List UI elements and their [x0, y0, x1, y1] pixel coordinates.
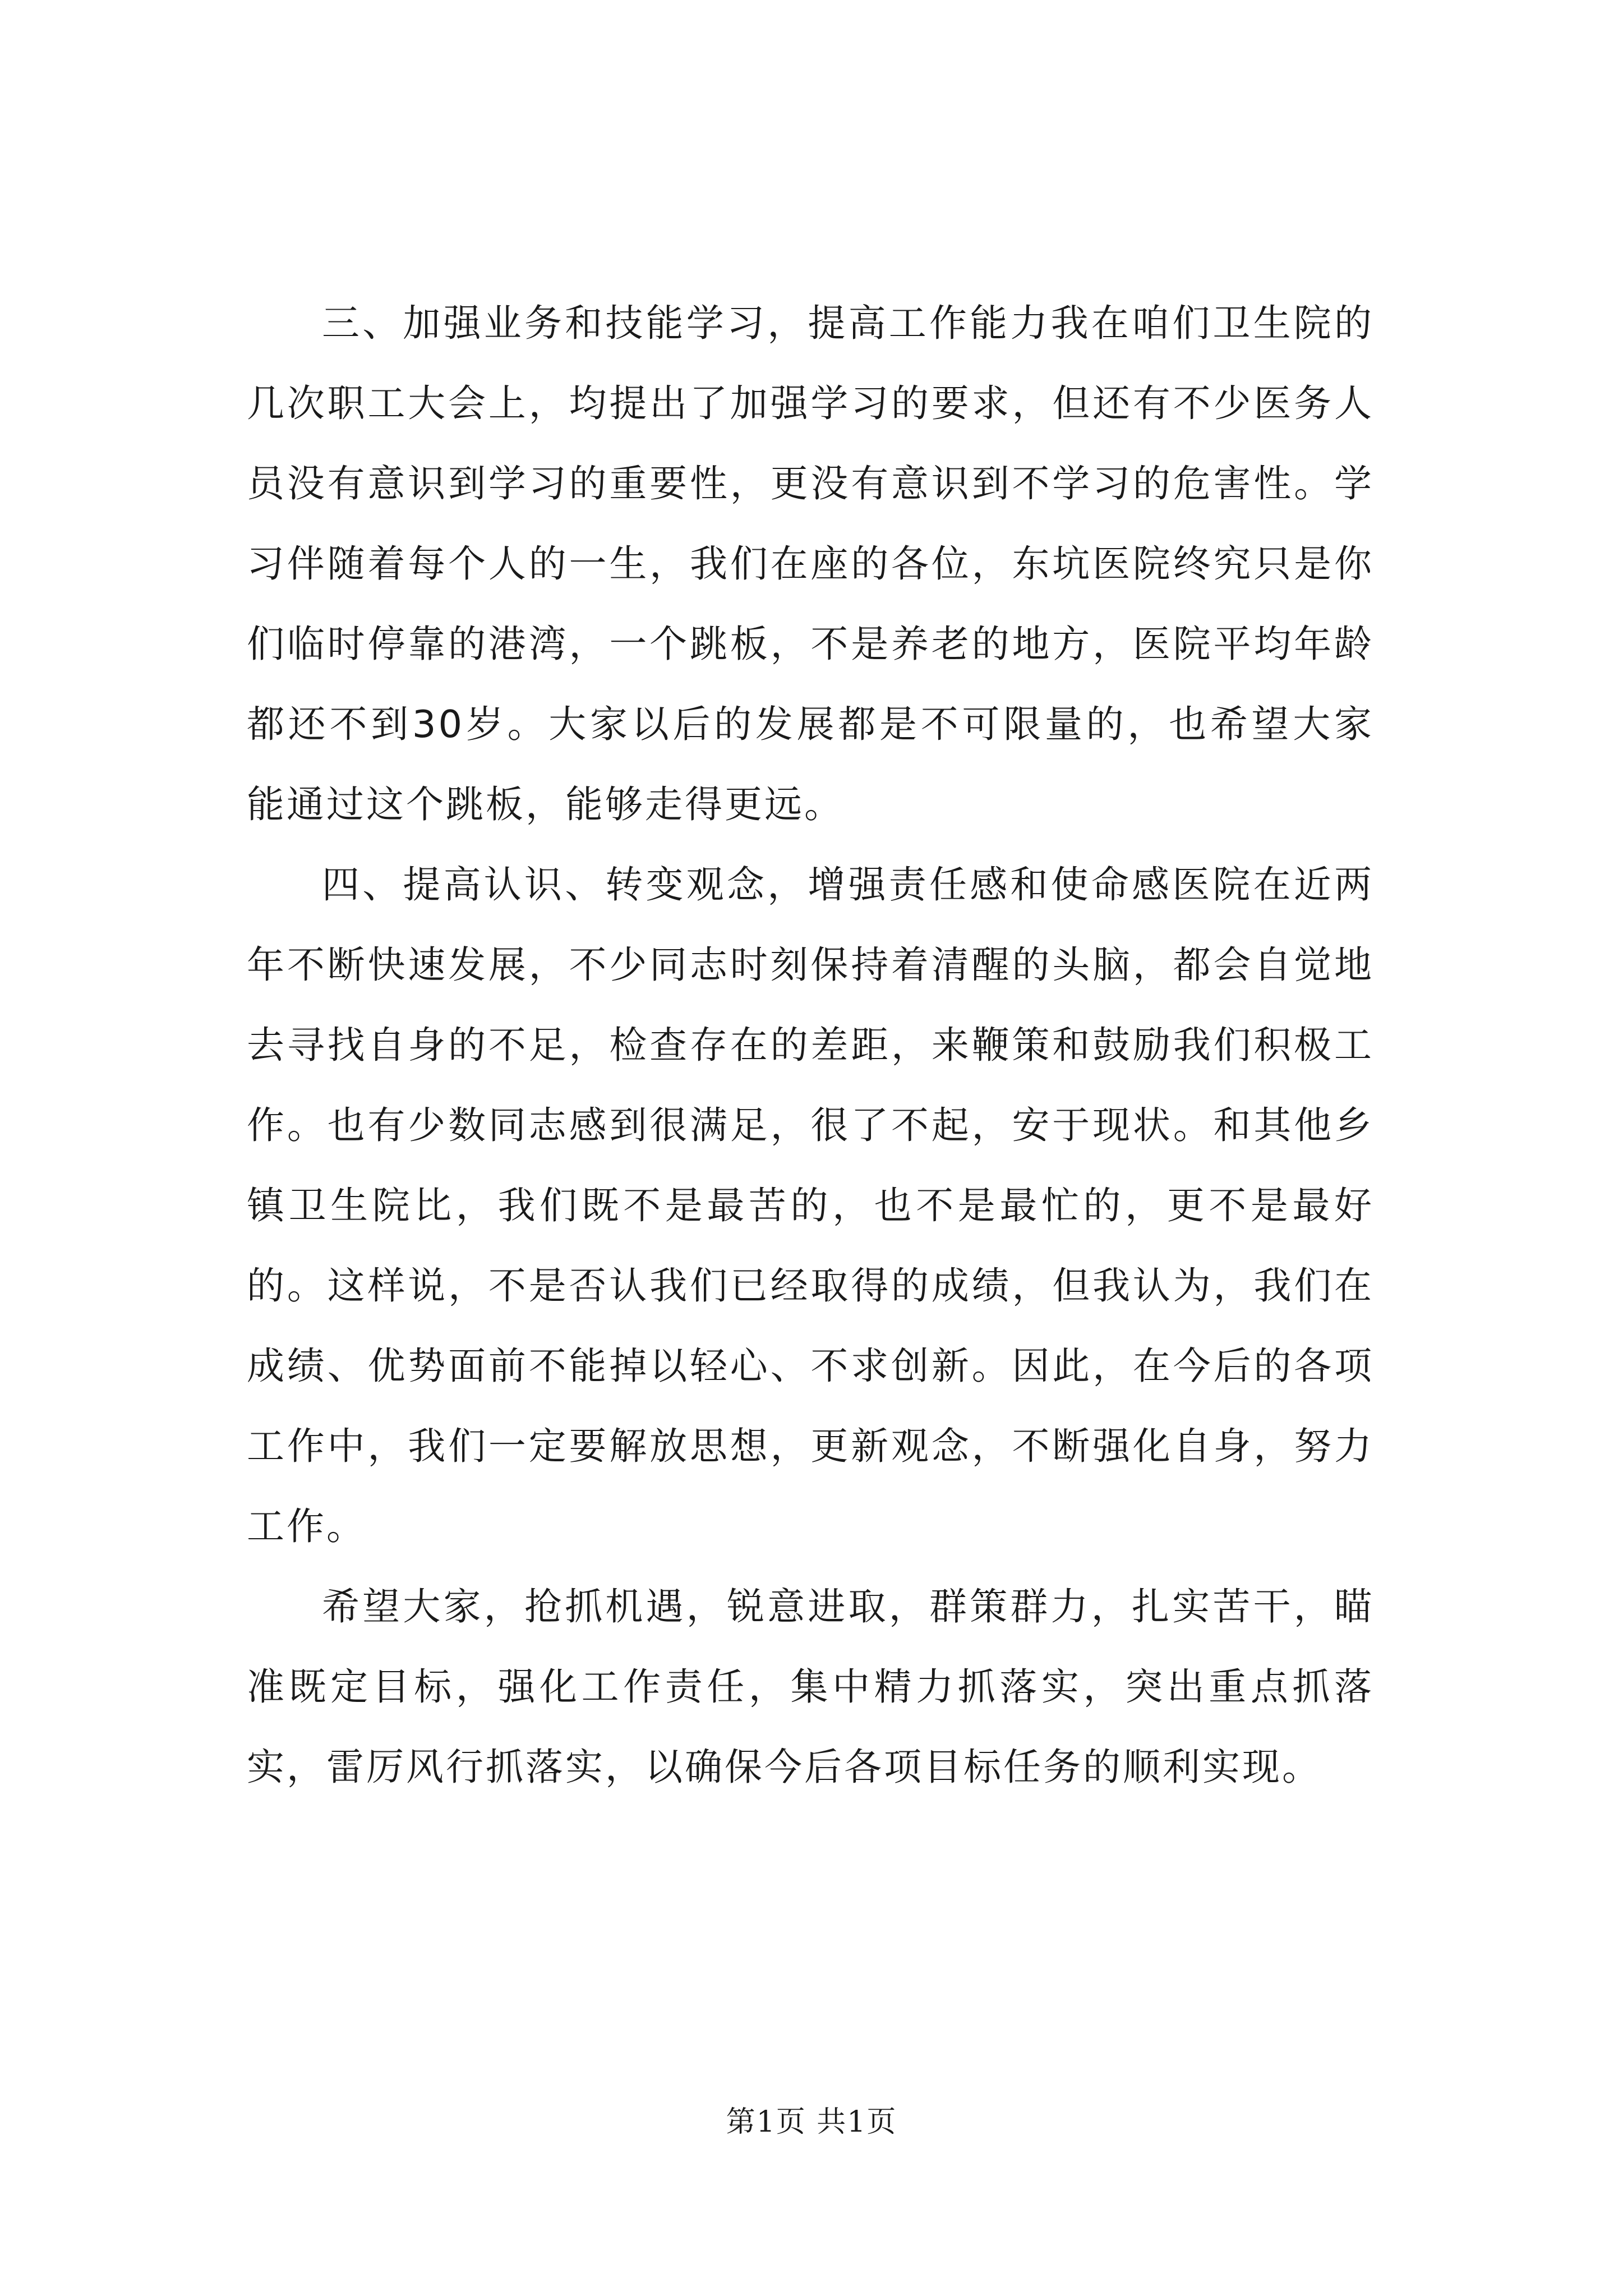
paragraph-section-four: 四、提高认识、转变观念，增强责任感和使命感医院在近两年不断快速发展，不少同志时刻保持着清醒的头脑，都会自觉地去寻找自身的不足，检查存在的差距，来鞭策和鼓励我们积极工作。也有少数同志感到很满足，很了不起，安于现状。和其他乡镇卫生院比，我们既不是最苦的，也不是最忙的，更不是最好的。这样说，不是否认我们已经取得的成绩，但我认为，我们在成绩、优势面前不能掉以轻心、不求创新。因此，在今后的各项工作中，我们一定要解放思想，更新观念，不断强化自身，努力工作。 [247, 863, 1374, 1548]
page-number-footer: 第1页 共1页 [726, 2105, 897, 2139]
paragraph-section-three: 三、加强业务和技能学习，提高工作能力我在咱们卫生院的几次职工大会上，均提出了加强学习的要求，但还有不少医务人员没有意识到学习的重要性，更没有意识到不学习的危害性。学习伴随着每个人的一生，我们在座的各位，东坑医院终究只是你们临时停靠的港湾，一个跳板，不是养老的地方，医院平均年龄都还不到30岁。大家以后的发展都是不可限量的，也希望大家能通过这个跳板，能够走得更远。 [247, 301, 1374, 826]
document-body [247, 283, 1374, 1807]
paragraph-closing: 希望大家，抢抓机遇，锐意进取，群策群力，扎实苦干，瞄准既定目标，强化工作责任，集中精力抓落实，突出重点抓落实，雷厉风行抓落实，以确保今后各项目标任务的顺利实现。 [247, 1585, 1374, 1789]
